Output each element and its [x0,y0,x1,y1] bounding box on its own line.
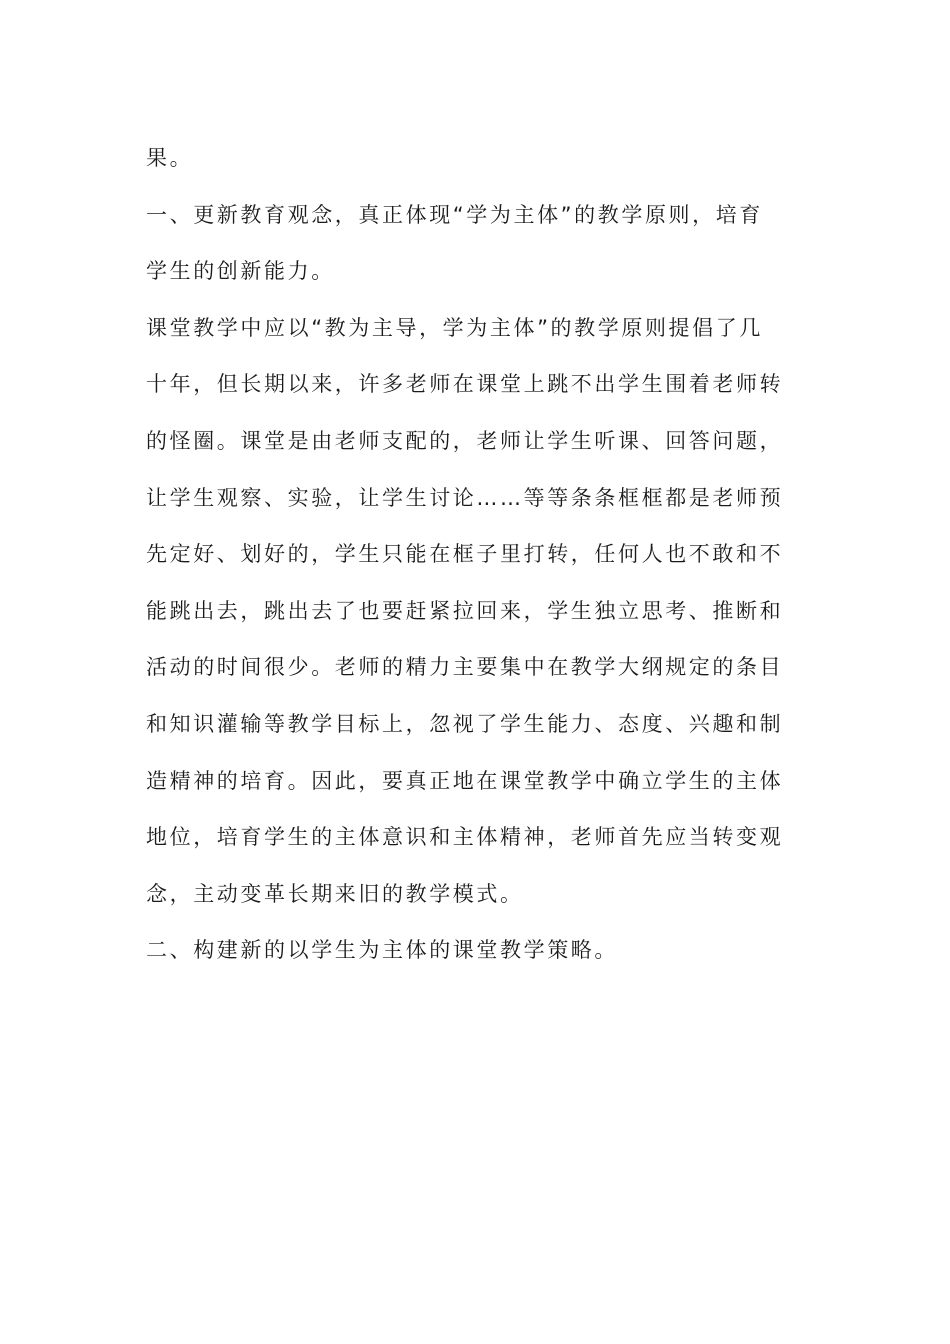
document-body [146,130,806,979]
text-line: 果。 [146,146,194,170]
text-line: 和知识灌输等教学目标上，忽视了学生能力、态度、兴趣和制 [146,711,784,736]
section-heading-1-continued: 学生的创新能力。 [146,259,335,284]
section-heading-2: 二、构建新的以学生为主体的课堂教学策略。 [146,938,618,963]
text-line: 先定好、划好的，学生只能在框子里打转，任何人也不敢和不 [146,542,784,567]
text-line: 念，主动变革长期来旧的教学模式。 [146,881,524,906]
text-line: 造精神的培育。因此，要真正地在课堂教学中确立学生的主体 [146,768,784,793]
text-line: 活动的时间很少。老师的精力主要集中在教学大纲规定的条目 [146,655,784,680]
text-line: 让学生观察、实验，让学生讨论……等等条条框框都是老师预 [146,485,784,510]
text-line: 能跳出去，跳出去了也要赶紧拉回来，学生独立思考、推断和 [146,598,784,623]
text-line: 课堂教学中应以“教为主导，学为主体”的教学原则提倡了几 [146,315,763,340]
text-line: 地位，培育学生的主体意识和主体精神，老师首先应当转变观 [146,825,784,850]
text-line: 十年，但长期以来，许多老师在课堂上跳不出学生围着老师转 [146,372,784,397]
text-line: 的怪圈。课堂是由老师支配的，老师让学生听课、回答问题， [146,428,784,453]
section-heading-1: 一、更新教育观念，真正体现“学为主体”的教学原则，培育 [146,202,763,227]
